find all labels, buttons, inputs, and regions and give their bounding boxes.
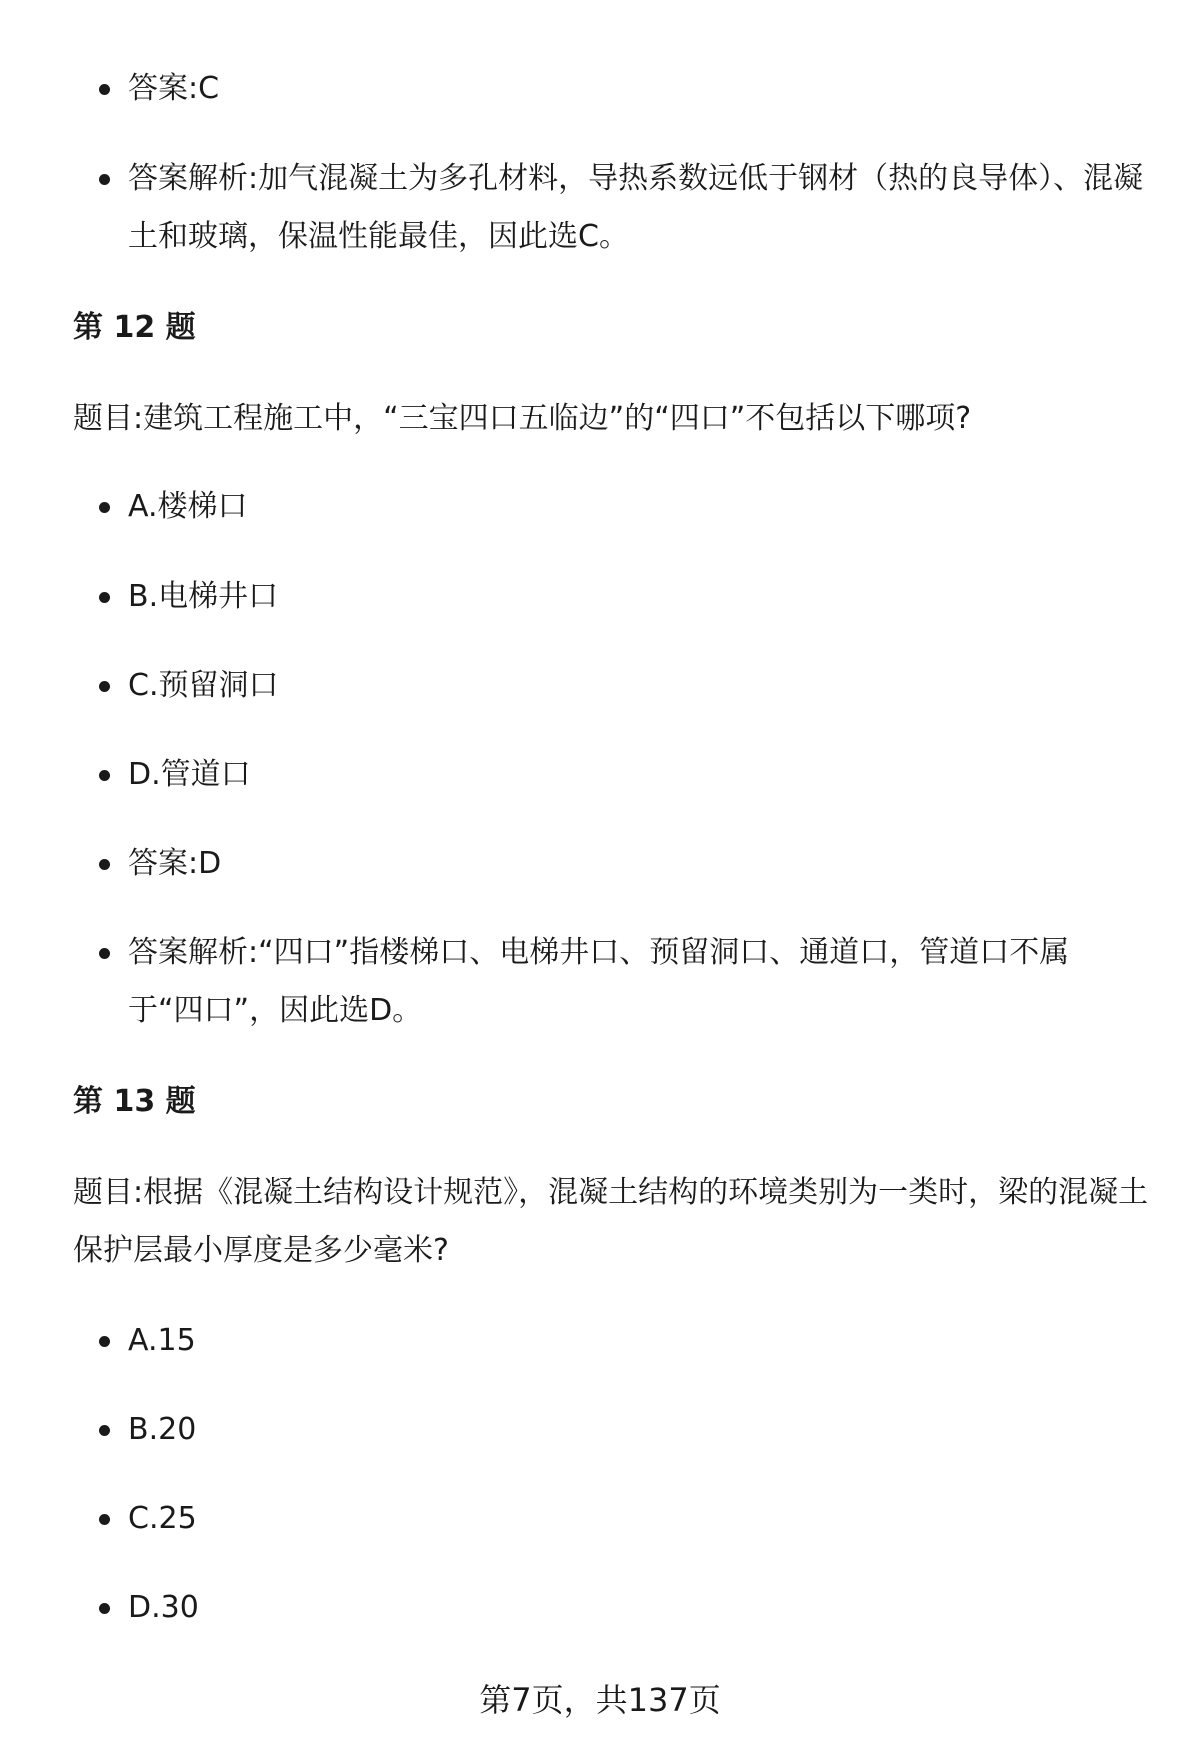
analysis-item: 答案解析:“四口”指楼梯口、电梯井口、预留洞口、通道口，管道口不属于“四口”，因此选D。 <box>128 924 1088 1040</box>
question-heading: 第 13 题 <box>73 1084 196 1119</box>
option-item: D.30 <box>128 1579 1158 1637</box>
page-number: 第7页，共137页 <box>479 1681 721 1719</box>
analysis-item: 答案解析:加气混凝土为多孔材料，导热系数远低于钢材（热的良导体）、混凝土和玻璃，保温性能最佳，因此选C。 <box>128 150 1148 266</box>
option-item: C.25 <box>128 1490 1158 1548</box>
option-item: C.预留洞口 <box>128 657 1158 715</box>
option-item: B.20 <box>128 1401 1158 1459</box>
question-heading: 第 12 题 <box>73 310 196 345</box>
question-stem: 题目:根据《混凝土结构设计规范》，混凝土结构的环境类别为一类时，梁的混凝土保护层最小厚度是多少毫米? <box>73 1175 1149 1268</box>
option-item: A.15 <box>128 1312 1158 1370</box>
answer-item: 答案:C <box>128 60 1158 118</box>
option-item: B.电梯井口 <box>128 568 1158 626</box>
question-stem: 题目:建筑工程施工中，“三宝四口五临边”的“四口”不包括以下哪项? <box>73 401 972 436</box>
option-item: D.管道口 <box>128 746 1158 804</box>
option-item: A.楼梯口 <box>128 478 1158 536</box>
answer-item: 答案:D <box>128 835 1158 893</box>
